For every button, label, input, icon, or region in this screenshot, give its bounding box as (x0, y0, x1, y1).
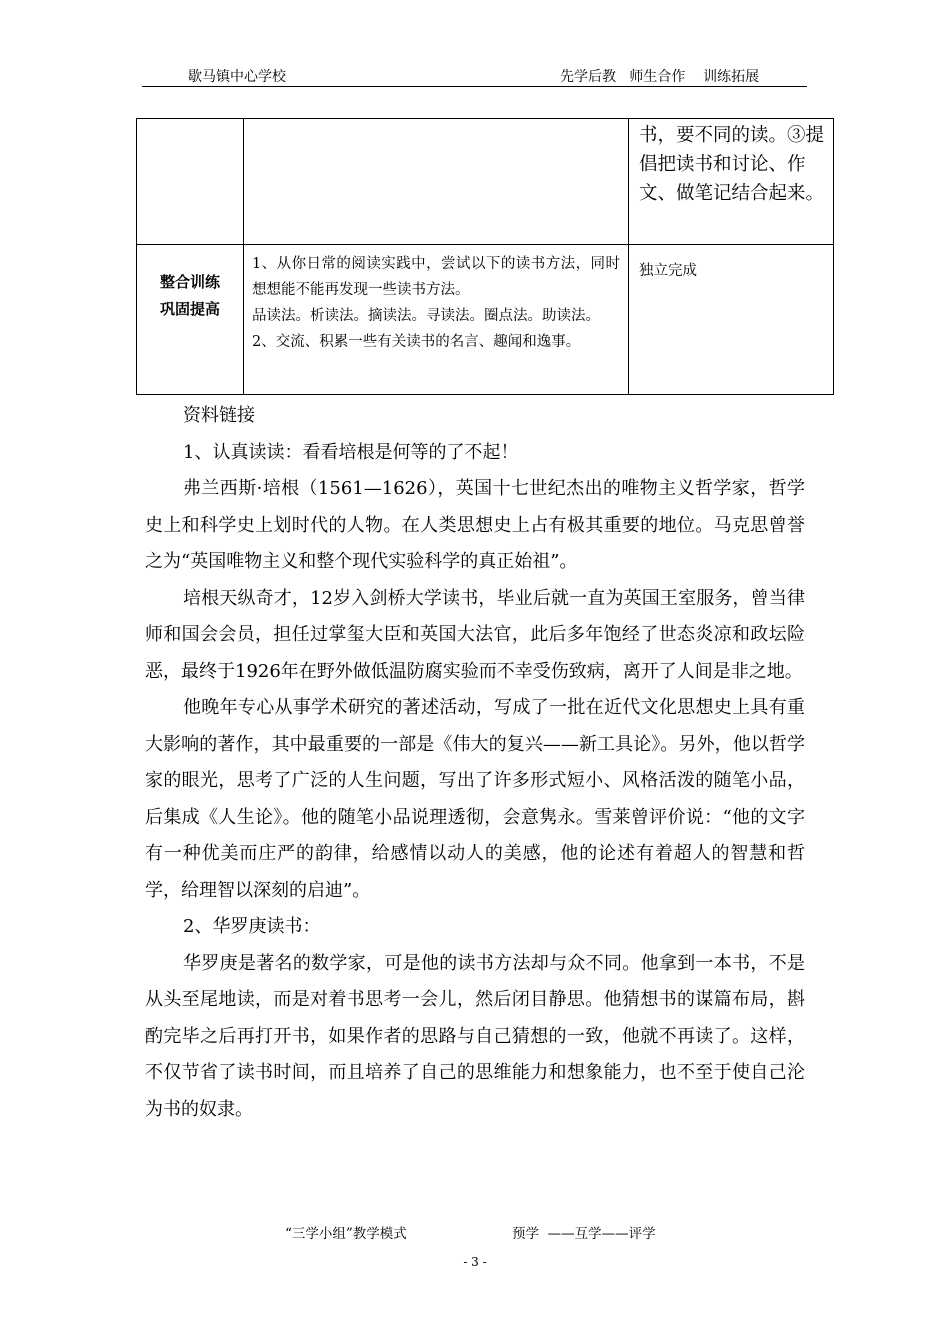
resource-title: 资料链接 (183, 405, 255, 426)
activity-item: 2、交流、积累一些有关读书的名言、趣闻和逸事。 (252, 334, 581, 350)
table-row (137, 119, 834, 245)
header-motto: 先学后教 师生合作 训练拓展 (560, 69, 760, 85)
activity-item: 1、从你日常的阅读实践中，尝试以下的读书方法，同时想想能不能再发现一些读书方法。 (252, 256, 620, 298)
teacher-activity (244, 245, 629, 395)
continued-student-activity: 书，要不同的读。③提倡把读书和讨论、作文、做笔记结合起来。 (629, 119, 834, 245)
header-divider (142, 86, 807, 87)
footer-flow: 预学 ——互学——评学 (512, 1226, 656, 1242)
table-cell-empty (137, 119, 244, 245)
lesson-table (136, 118, 834, 395)
header-school: 歇马镇中心学校 (188, 69, 286, 85)
resource-section (145, 398, 805, 1128)
paragraph: 培根天纵奇才，12岁入剑桥大学读书，毕业后就一直为英国王室服务，曾当律师和国会会员，担任过掌玺大臣和英国大法官，此后多年饱经了世态炎凉和政坛险恶，最终于1926年在野外做低温防腐实验而不幸受伤致病，离开了人间是非之地。 (145, 587, 805, 682)
table-cell-empty (244, 119, 629, 245)
stage-label-line1: 整合训练 (159, 273, 220, 291)
activity-item: 品读法。析读法。摘读法。寻读法。圈点法。助读法。 (252, 308, 600, 324)
page-number: - 3 - (463, 1255, 487, 1269)
footer-mode: “三学小组”教学模式 (285, 1226, 407, 1242)
table-row (137, 245, 834, 395)
stage-label (137, 245, 244, 395)
stage-label-line2: 巩固提高 (159, 300, 220, 318)
item1-title: 1、认真读读：看看培根是何等的了不起！ (183, 441, 519, 463)
student-activity: 独立完成 (629, 245, 834, 395)
paragraph: 他晚年专心从事学术研究的著述活动，写成了一批在近代文化思想史上具有重大影响的著作，其中最重要的一部是《伟大的复兴——新工具论》。另外，他以哲学家的眼光，思考了广泛的人生问题，写出了许多形式短小、风格活泼的随笔小品，后集成《人生论》。他的随笔小品说理透彻，会意隽永。雪莱曾评价说：“他的文字有一种优美而庄严的韵律，给感情以动人的美感，他的论述有着超人的智慧和哲学，给理智以深刻的启迪”。 (145, 697, 805, 901)
item2-title: 2、华罗庚读书： (183, 916, 321, 937)
paragraph: 华罗庚是著名的数学家，可是他的读书方法却与众不同。他拿到一本书，不是从头至尾地读，而是对着书思考一会儿，然后闭目静思。他猜想书的谋篇布局，斟酌完毕之后再打开书，如果作者的思路与自己猜想的一致，他就不再读了。这样，不仅节省了读书时间，而且培养了自己的思维能力和想象能力，也不至于使自己沦为书的奴隶。 (145, 952, 805, 1120)
paragraph: 弗兰西斯·培根（1561—1626），英国十七世纪杰出的唯物主义哲学家，哲学史上和科学史上划时代的人物。在人类思想史上占有极其重要的地位。马克思曾誉之为“英国唯物主义和整个现代实验科学的真正始祖”。 (145, 478, 805, 572)
